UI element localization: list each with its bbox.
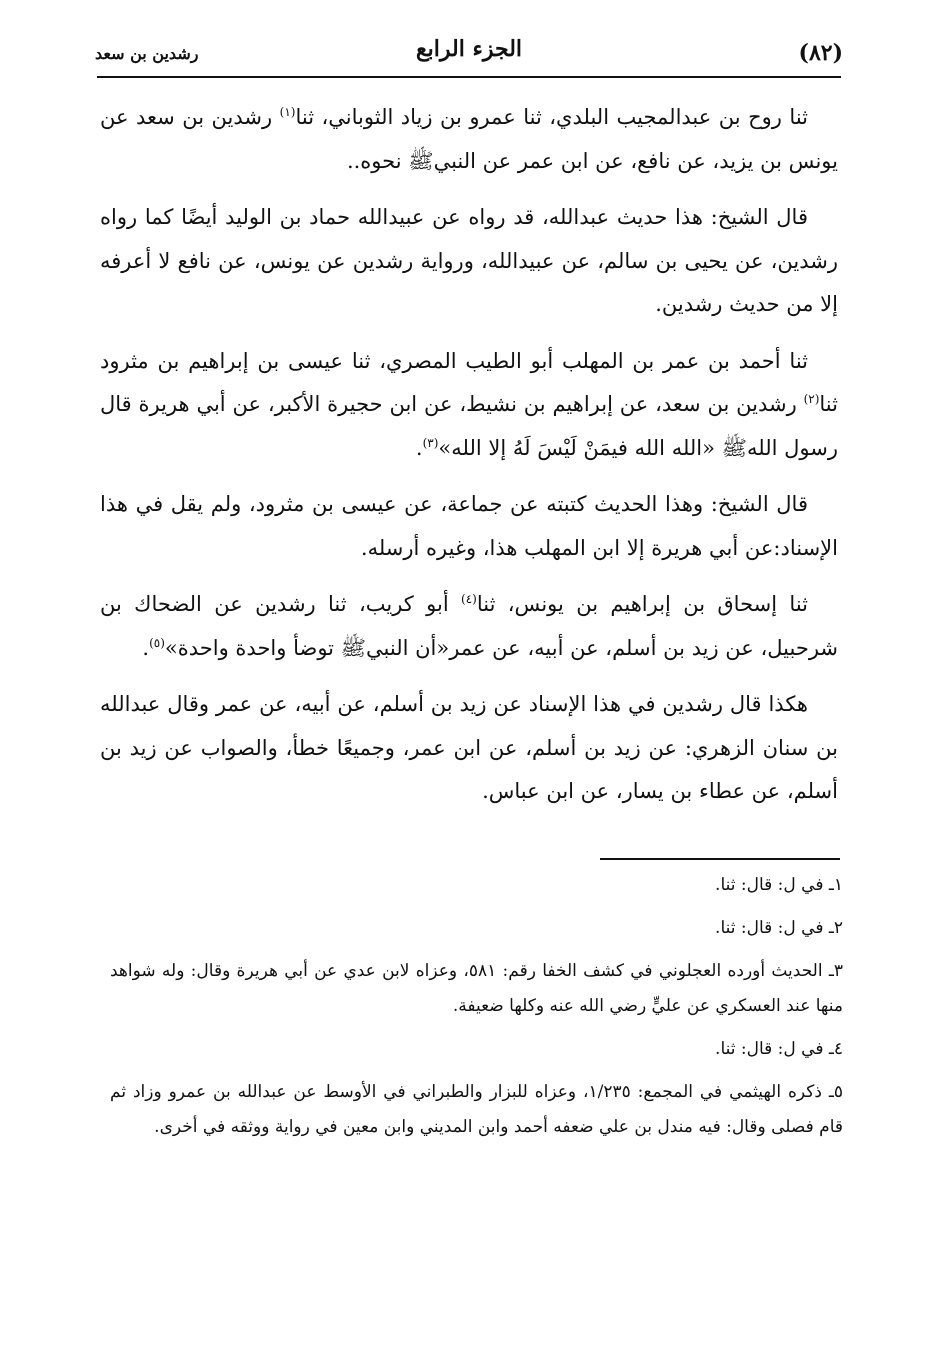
- main-text: [100, 96, 838, 827]
- paragraph-3: ثنا أحمد بن عمر بن المهلب أبو الطيب المصري، ثنا عيسى بن إبراهيم بن مثرود ثنا$^{(٢)}$ رشدين بن سعد، عن إبراهيم بن نشيط، عن ابن حجيرة الأكبر، عن أبي هريرة قال رسول اللهﷺ «الله الله فيمَنْ لَيْسَ لَهُ إلا الله»$^{(٣)}$.: [100, 348, 838, 460]
- paragraph-4: قال الشيخ: وهذا الحديث كتبته عن جماعة، عن عيسى بن مثرود، ولم يقل في هذا الإسناد:عن أبي هريرة إلا ابن المهلب هذا، وغيره أرسله.: [100, 492, 838, 560]
- header-rule: [97, 76, 841, 78]
- paragraph-2: قال الشيخ: هذا حديث عبدالله، قد رواه عن عبيدالله حماد بن الوليد أيضًا كما رواه رشدين، عن يحيى بن سالم، عن عبيدالله، ورواية رشدين عن يونس، عن نافع لا أعرفه إلا من حديث رشدين.: [100, 205, 838, 316]
- footnote-ref-3: (٣): [422, 435, 439, 450]
- footnote-4: ٤ـ في ل: قال: ثنا.: [715, 1039, 843, 1059]
- running-head: رشدين بن سعد: [95, 44, 199, 63]
- footnote-3: ٣ـ الحديث أورده العجلوني في كشف الخفا رقم: ٥٨١، وعزاه لابن عدي عن أبي هريرة وقال: وله شواهد منها عند العسكري عن عليٍّ رضي الله عنه وكلها ضعيفة.: [110, 961, 843, 1016]
- paragraph-5: ثنا إسحاق بن إبراهيم بن يونس، ثنا$^{(٤)}$ أبو كريب، ثنا رشدين عن الضحاك بن شرحبيل، عن زيد بن أسلم، عن أبيه، عن عمر«أن النبيﷺ توضأ واحدة واحدة»$^{(٥)}$.: [100, 592, 838, 660]
- footnote-ref-5: (٥): [149, 635, 165, 650]
- paragraph-6: هكذا قال رشدين في هذا الإسناد عن زيد بن أسلم، عن أبيه، عن عمر وقال عبدالله بن سنان الزهري: عن زيد بن أسلم، عن ابن عمر، وجميعًا خطأ، والصواب عن زيد بن أسلم، عن عطاء بن يسار، عن ابن عباس.: [100, 692, 838, 803]
- footnote-1: ١ـ في ل: قال: ثنا.: [715, 875, 843, 895]
- footnote-ref-2: (٢): [803, 392, 820, 406]
- footnote-5: ٥ـ ذكره الهيثمي في المجمع: ١/٢٣٥، وعزاه للبزار والطبراني في الأوسط عن عبدالله بن عمرو وزاد ثم قام فصلى وقال: فيه مندل بن علي ضعفه أحمد وابن المديني وابن معين في رواية ووثقه في أخرى.: [110, 1082, 843, 1137]
- footnote-ref-1: (١): [279, 105, 296, 119]
- footnotes: [110, 868, 843, 1153]
- page-header: [95, 36, 843, 76]
- footnote-separator: [600, 858, 840, 860]
- volume-title: الجزء الرابع: [415, 36, 523, 62]
- paragraph-1: ثنا روح بن عبدالمجيب البلدي، ثنا عمرو بن زياد الثوباني، ثنا$^{(١)}$ رشدين بن سعد عن يونس بن يزيد، عن نافع، عن ابن عمر عن النبيﷺ نحوه..: [100, 105, 838, 173]
- footnote-2: ٢ـ في ل: قال: ثنا.: [715, 918, 843, 938]
- page-number: (٨٢): [798, 40, 843, 66]
- footnote-ref-4: (٤): [461, 592, 477, 606]
